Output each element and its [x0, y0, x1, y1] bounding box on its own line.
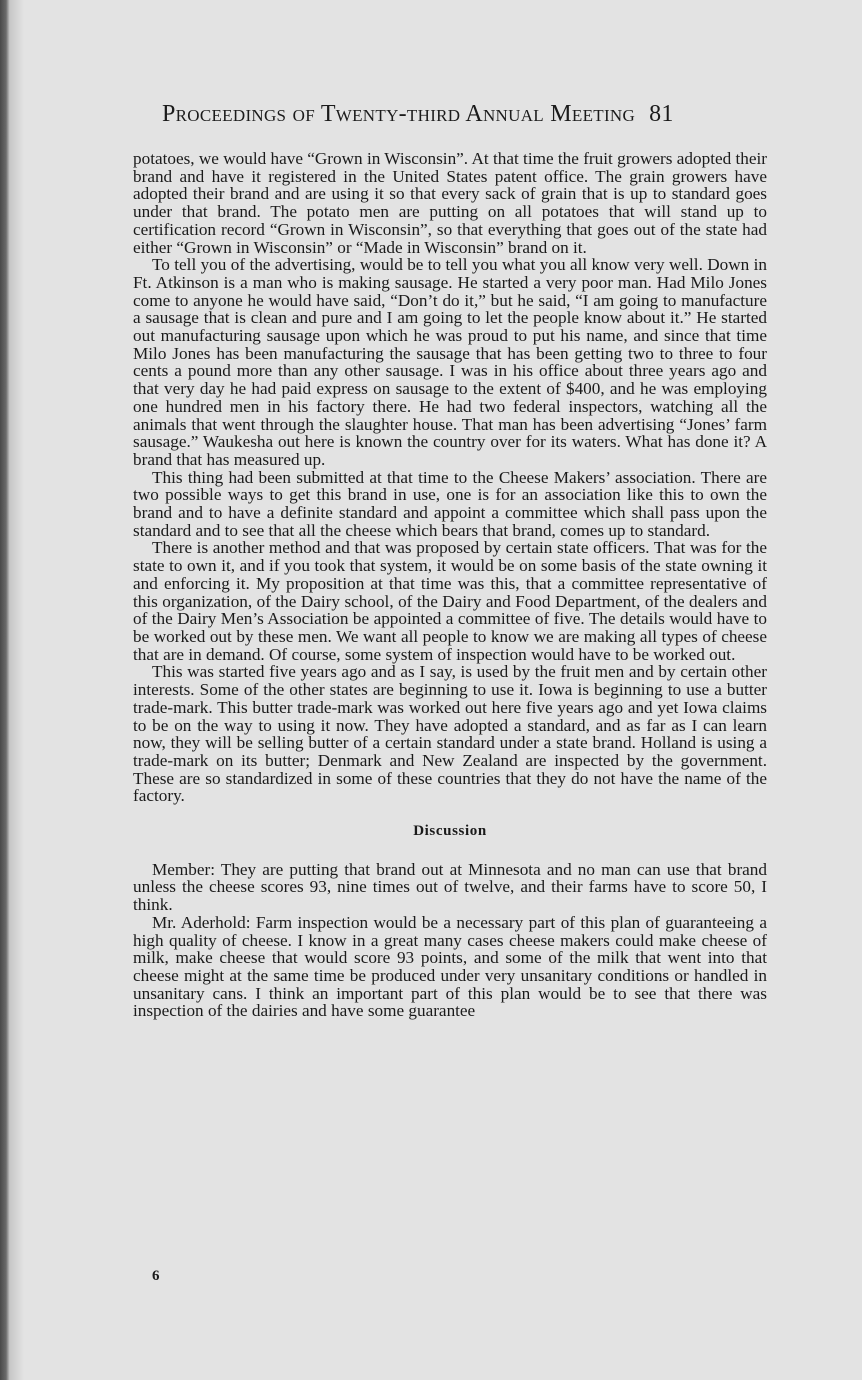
body-text: [133, 150, 767, 1020]
discussion-member: Member: They are putting that brand out at Minnesota and no man can use that brand unless the cheese scores 93, nine times out of twelve, and their farms have to score 50, I think.: [133, 859, 767, 915]
gutter-shadow: [10, 0, 24, 1380]
paragraph-advertising: To tell you of the advertising, would be to tell you what you all know very well. Down in Ft. Atkinson is a man who is making sausage. He started a very poor man. Had Milo Jones come to anyone he would have said, “Don’t do it,” but he said, “I am going to manufacture a sausage that is clean and pure and I am going to let the people know about it.” He started out manufacturing sausage upon which he was proud to put his name, and since that time Milo Jones has been manufacturing the sausage that has been getting two to three to four cents a pound more than any other sausage. I was in his office about three years ago and that very day he had paid express on sausage to the extent of $400, and he was employing one hundred men in his factory there. He had two federal inspectors, watching all the animals that went through the slaughter house. That man has been advertising “Jones’ farm sausage.” Waukesha out here is known the country over for its waters. What has done it? A brand that has measured up.: [133, 255, 767, 469]
running-head: [162, 101, 762, 128]
discussion-aderhold: Mr. Aderhold: Farm inspection would be a necessary part of this plan of guaranteeing a high quality of cheese. I know in a great many cases cheese makers could make cheese of milk, make cheese that would score 93 points, and some of the milk that went into that cheese might at the same time be produced under very unsanitary conditions or handled in unsanitary cans. I think an important part of this plan would be to see that there was inspection of the dairies and have some guarantee: [133, 912, 767, 1021]
page-number: 81: [649, 101, 674, 127]
paragraph-continued: potatoes, we would have “Grown in Wisconsin”. At that time the fruit growers adopted their brand and have it registered in the United States patent office. The grain growers have adopted their brand and are using it so that every sack of grain that is up to standard goes under that brand. The potato men are putting on all potatoes that will stand up to certification record “Grown in Wisconsin”, so that everything that goes out of the state had either “Grown in Wisconsin” or “Made in Wisconsin” brand on it.: [133, 149, 767, 257]
paragraph-cheese-makers: This thing had been submitted at that time to the Cheese Makers’ association. There are two possible ways to get this brand in use, one is for an association like this to own the brand and to have a definite standard and appoint a committee which shall pass upon the standard and to see that all the cheese which bears that brand, comes up to standard.: [133, 467, 767, 540]
section-heading: Discussion: [413, 823, 487, 840]
running-head-title: Proceedings of Twenty-third Annual Meeting: [162, 101, 636, 127]
paragraph-trade-marks: This was started five years ago and as I say, is used by the fruit men and by certain other interests. Some of the other states are beginning to use it. Iowa is beginning to use a butter trade-mark. This butter trade-mark was worked out here five years ago and yet Iowa claims to be on the way to using it now. They have adopted a standard, and as far as I can learn now, they will be selling butter of a certain standard under a state brand. Holland is using a trade-mark on its butter; Denmark and New Zealand are inspected by the government. These are so standardized in some of these countries that they do not have the name of the factory.: [133, 662, 767, 806]
paragraph-state-method: There is another method and that was proposed by certain state officers. That was for the state to own it, and if you took that system, it would be on some basis of the state owning it and enforcing it. My proposition at that time was this, that a committee representative of this organization, of the Dairy school, of the Dairy and Food Department, of the dealers and of the Dairy Men’s Association be appointed a committee of five. The details would have to be worked out by these men. We want all people to know we are making all types of cheese that are in demand. Of course, some system of inspection would have to be worked out.: [133, 538, 767, 664]
signature-mark: 6: [152, 1268, 160, 1284]
book-spine-edge: [0, 0, 10, 1380]
